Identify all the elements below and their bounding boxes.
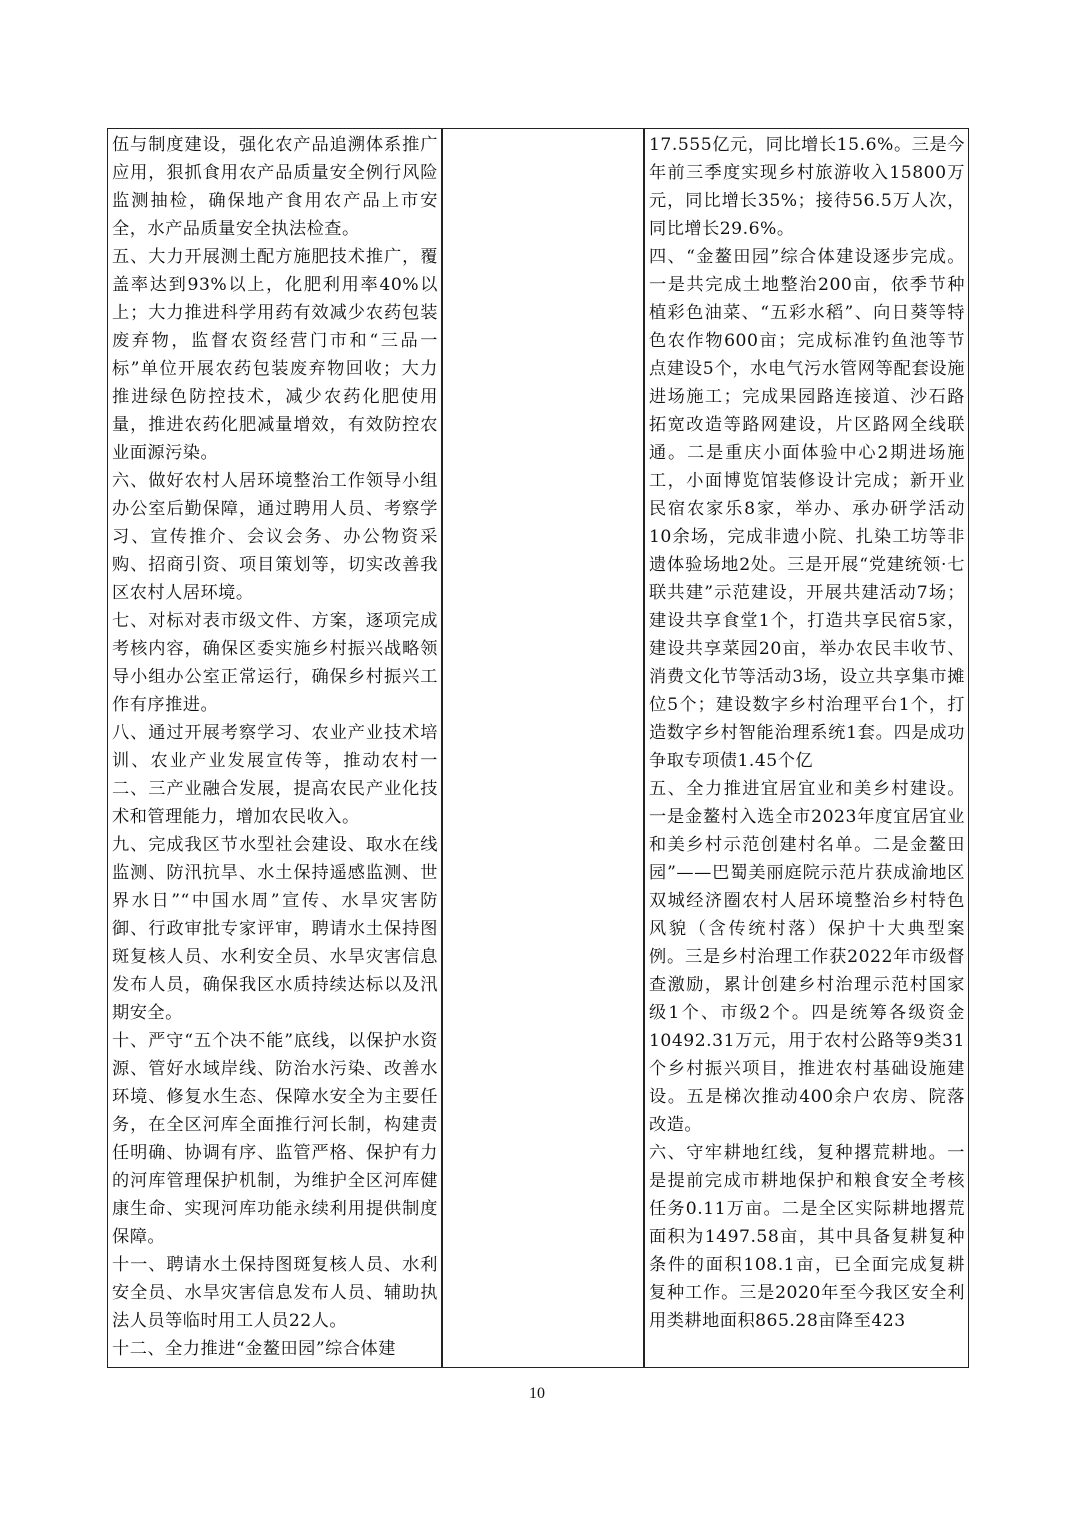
page-number: 10 <box>529 1385 545 1402</box>
paragraph: 五、大力开展测土配方施肥技术推广，覆盖率达到93%以上，化肥利用率40%以上；大力推进科学用药有效减少农药包装废弃物，监督农资经营门市和“三品一标”单位开展农药包装废弃物回收；大力推进绿色防控技术，减少农药化肥使用量，推进农药化肥减量增效，有效防控农业面源污染。 <box>112 247 438 463</box>
paragraph: 四、“金鳌田园”综合体建设逐步完成。一是共完成土地整治200亩，依季节种植彩色油菜、“五彩水稻”、向日葵等特色农作物600亩；完成标准钓鱼池等节点建设5个，水电气污水管网等配套设施进场施工；完成果园路连接道、沙石路拓宽改造等路网建设，片区路网全线联通。二是重庆小面体验中心2期进场施工，小面博览馆装修设计完成；新开业民宿农家乐8家，举办、承办研学活动10余场，完成非遗小院、扎染工坊等非遗体验场地2处。三是开展“党建统领·七联共建”示范建设，开展共建活动7场；建设共享食堂1个，打造共享民宿5家，建设共享菜园20亩，举办农民丰收节、消费文化节等活动3场，设立共享集市摊位5个；建设数字乡村治理平台1个，打造数字乡村智能治理系统1套。四是成功争取专项债1.45个亿 <box>649 247 965 771</box>
column-divider <box>441 129 443 1367</box>
paragraph: 五、全力推进宜居宜业和美乡村建设。一是金鳌村入选全市2023年度宜居宜业和美乡村示范创建村名单。二是金鳌田园”——巴蜀美丽庭院示范片获成渝地区双城经济圈农村人居环境整治乡村特色风貌（含传统村落）保护十大典型案例。三是乡村治理工作获2022年市级督查激励，累计创建乡村治理示范村国家级1个、市级2个。四是统筹各级资金10492.31万元，用于农村公路等9类31个乡村振兴项目，推进农村基础设施建设。五是梯次推动400余户农房、院落改造。 <box>649 779 965 1135</box>
paragraph: 伍与制度建设，强化农产品追溯体系推广应用，狠抓食用农产品质量安全例行风险监测抽检，确保地产食用农产品上市安全，水产品质量安全执法检查。 <box>112 135 438 239</box>
paragraph: 六、守牢耕地红线，复种撂荒耕地。一是提前完成市耕地保护和粮食安全考核任务0.11万亩。二是全区实际耕地撂荒面积为1497.58亩，其中具备复耕复种条件的面积108.1亩，已全面完成复耕复种工作。三是2020年至今我区安全利用类耕地面积865.28亩降至423 <box>649 1143 965 1331</box>
paragraph: 十一、聘请水土保持图斑复核人员、水利安全员、水旱灾害信息发布人员、辅助执法人员等临时用工人员22人。 <box>112 1255 438 1331</box>
paragraph: 七、对标对表市级文件、方案，逐项完成考核内容，确保区委实施乡村振兴战略领导小组办公室正常运行，确保乡村振兴工作有序推进。 <box>112 611 438 715</box>
document-table <box>107 128 969 1368</box>
paragraph: 十、严守“五个决不能”底线，以保护水资源、管好水域岸线、防治水污染、改善水环境、修复水生态、保障水安全为主要任务，在全区河库全面推行河长制，构建责任明确、协调有序、监管严格、保护有力的河库管理保护机制，为维护全区河库健康生命、实现河库功能永续利用提供制度保障。 <box>112 1031 438 1247</box>
paragraph: 八、通过开展考察学习、农业产业技术培训、农业产业发展宣传等，推动农村一二、三产业融合发展，提高农民产业化技术和管理能力，增加农民收入。 <box>112 723 438 827</box>
column-divider <box>643 129 645 1367</box>
paragraph: 九、完成我区节水型社会建设、取水在线监测、防汛抗旱、水土保持遥感监测、世界水日”“中国水周”宣传、水旱灾害防御、行政审批专家评审，聘请水土保持图斑复核人员、水利安全员、水旱灾害信息发布人员，确保我区水质持续达标以及汛期安全。 <box>112 835 438 1023</box>
left-text-column <box>112 131 438 1363</box>
right-text-column <box>649 131 965 1335</box>
paragraph: 六、做好农村人居环境整治工作领导小组办公室后勤保障，通过聘用人员、考察学习、宣传推介、会议会务、办公物资采购、招商引资、项目策划等，切实改善我区农村人居环境。 <box>112 471 438 603</box>
paragraph: 17.555亿元，同比增长15.6%。三是今年前三季度实现乡村旅游收入15800万元，同比增长35%；接待56.5万人次，同比增长29.6%。 <box>649 135 965 239</box>
paragraph: 十二、全力推进“金鳌田园”综合体建 <box>112 1339 396 1359</box>
